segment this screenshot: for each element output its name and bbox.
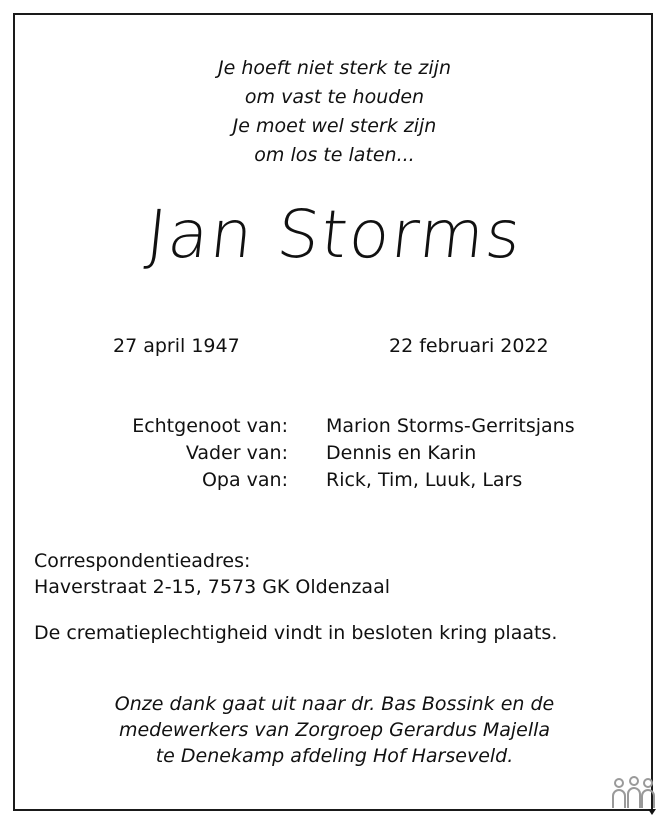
family-relation-label: Echtgenoot van: xyxy=(132,415,288,437)
family-relation-names: Dennis en Karin xyxy=(326,442,477,464)
thanks-line: Onze dank gaat uit naar dr. Bas Bossink en de xyxy=(114,693,555,715)
thanks-line: te Denekamp afdeling Hof Harseveld. xyxy=(155,745,514,767)
correspondence-heading: Correspondentieadres: xyxy=(34,550,251,572)
death-date: 22 februari 2022 xyxy=(389,335,549,357)
poem xyxy=(0,54,669,170)
family-relation-names: Marion Storms-Gerritsjans xyxy=(326,415,575,437)
thanks-message xyxy=(0,691,669,769)
family-list xyxy=(0,413,669,494)
poem-line: Je hoeft niet sterk te zijn xyxy=(217,57,451,79)
birth-date: 27 april 1947 xyxy=(113,335,240,357)
ceremony-notice: De crematieplechtigheid vindt in besloten kring plaats. xyxy=(34,622,558,644)
correspondence-street: Haverstraat 2-15, 7573 GK Oldenzaal xyxy=(34,576,390,598)
family-relation-names: Rick, Tim, Luuk, Lars xyxy=(326,469,523,491)
poem-line: om los te laten... xyxy=(254,144,415,166)
family-relation-label: Opa van: xyxy=(201,469,288,491)
poem-line: Je moet wel sterk zijn xyxy=(232,115,437,137)
family-row xyxy=(0,413,669,440)
thanks-line: medewerkers van Zorgroep Gerardus Majella xyxy=(118,719,551,741)
correspondence-address xyxy=(34,548,390,600)
family-row xyxy=(0,440,669,467)
people-group-logo-icon xyxy=(610,774,658,816)
family-relation-label: Vader van: xyxy=(185,442,288,464)
deceased-name: Jan Storms xyxy=(142,196,527,273)
poem-line: om vast te houden xyxy=(244,86,425,108)
family-row xyxy=(0,467,669,494)
